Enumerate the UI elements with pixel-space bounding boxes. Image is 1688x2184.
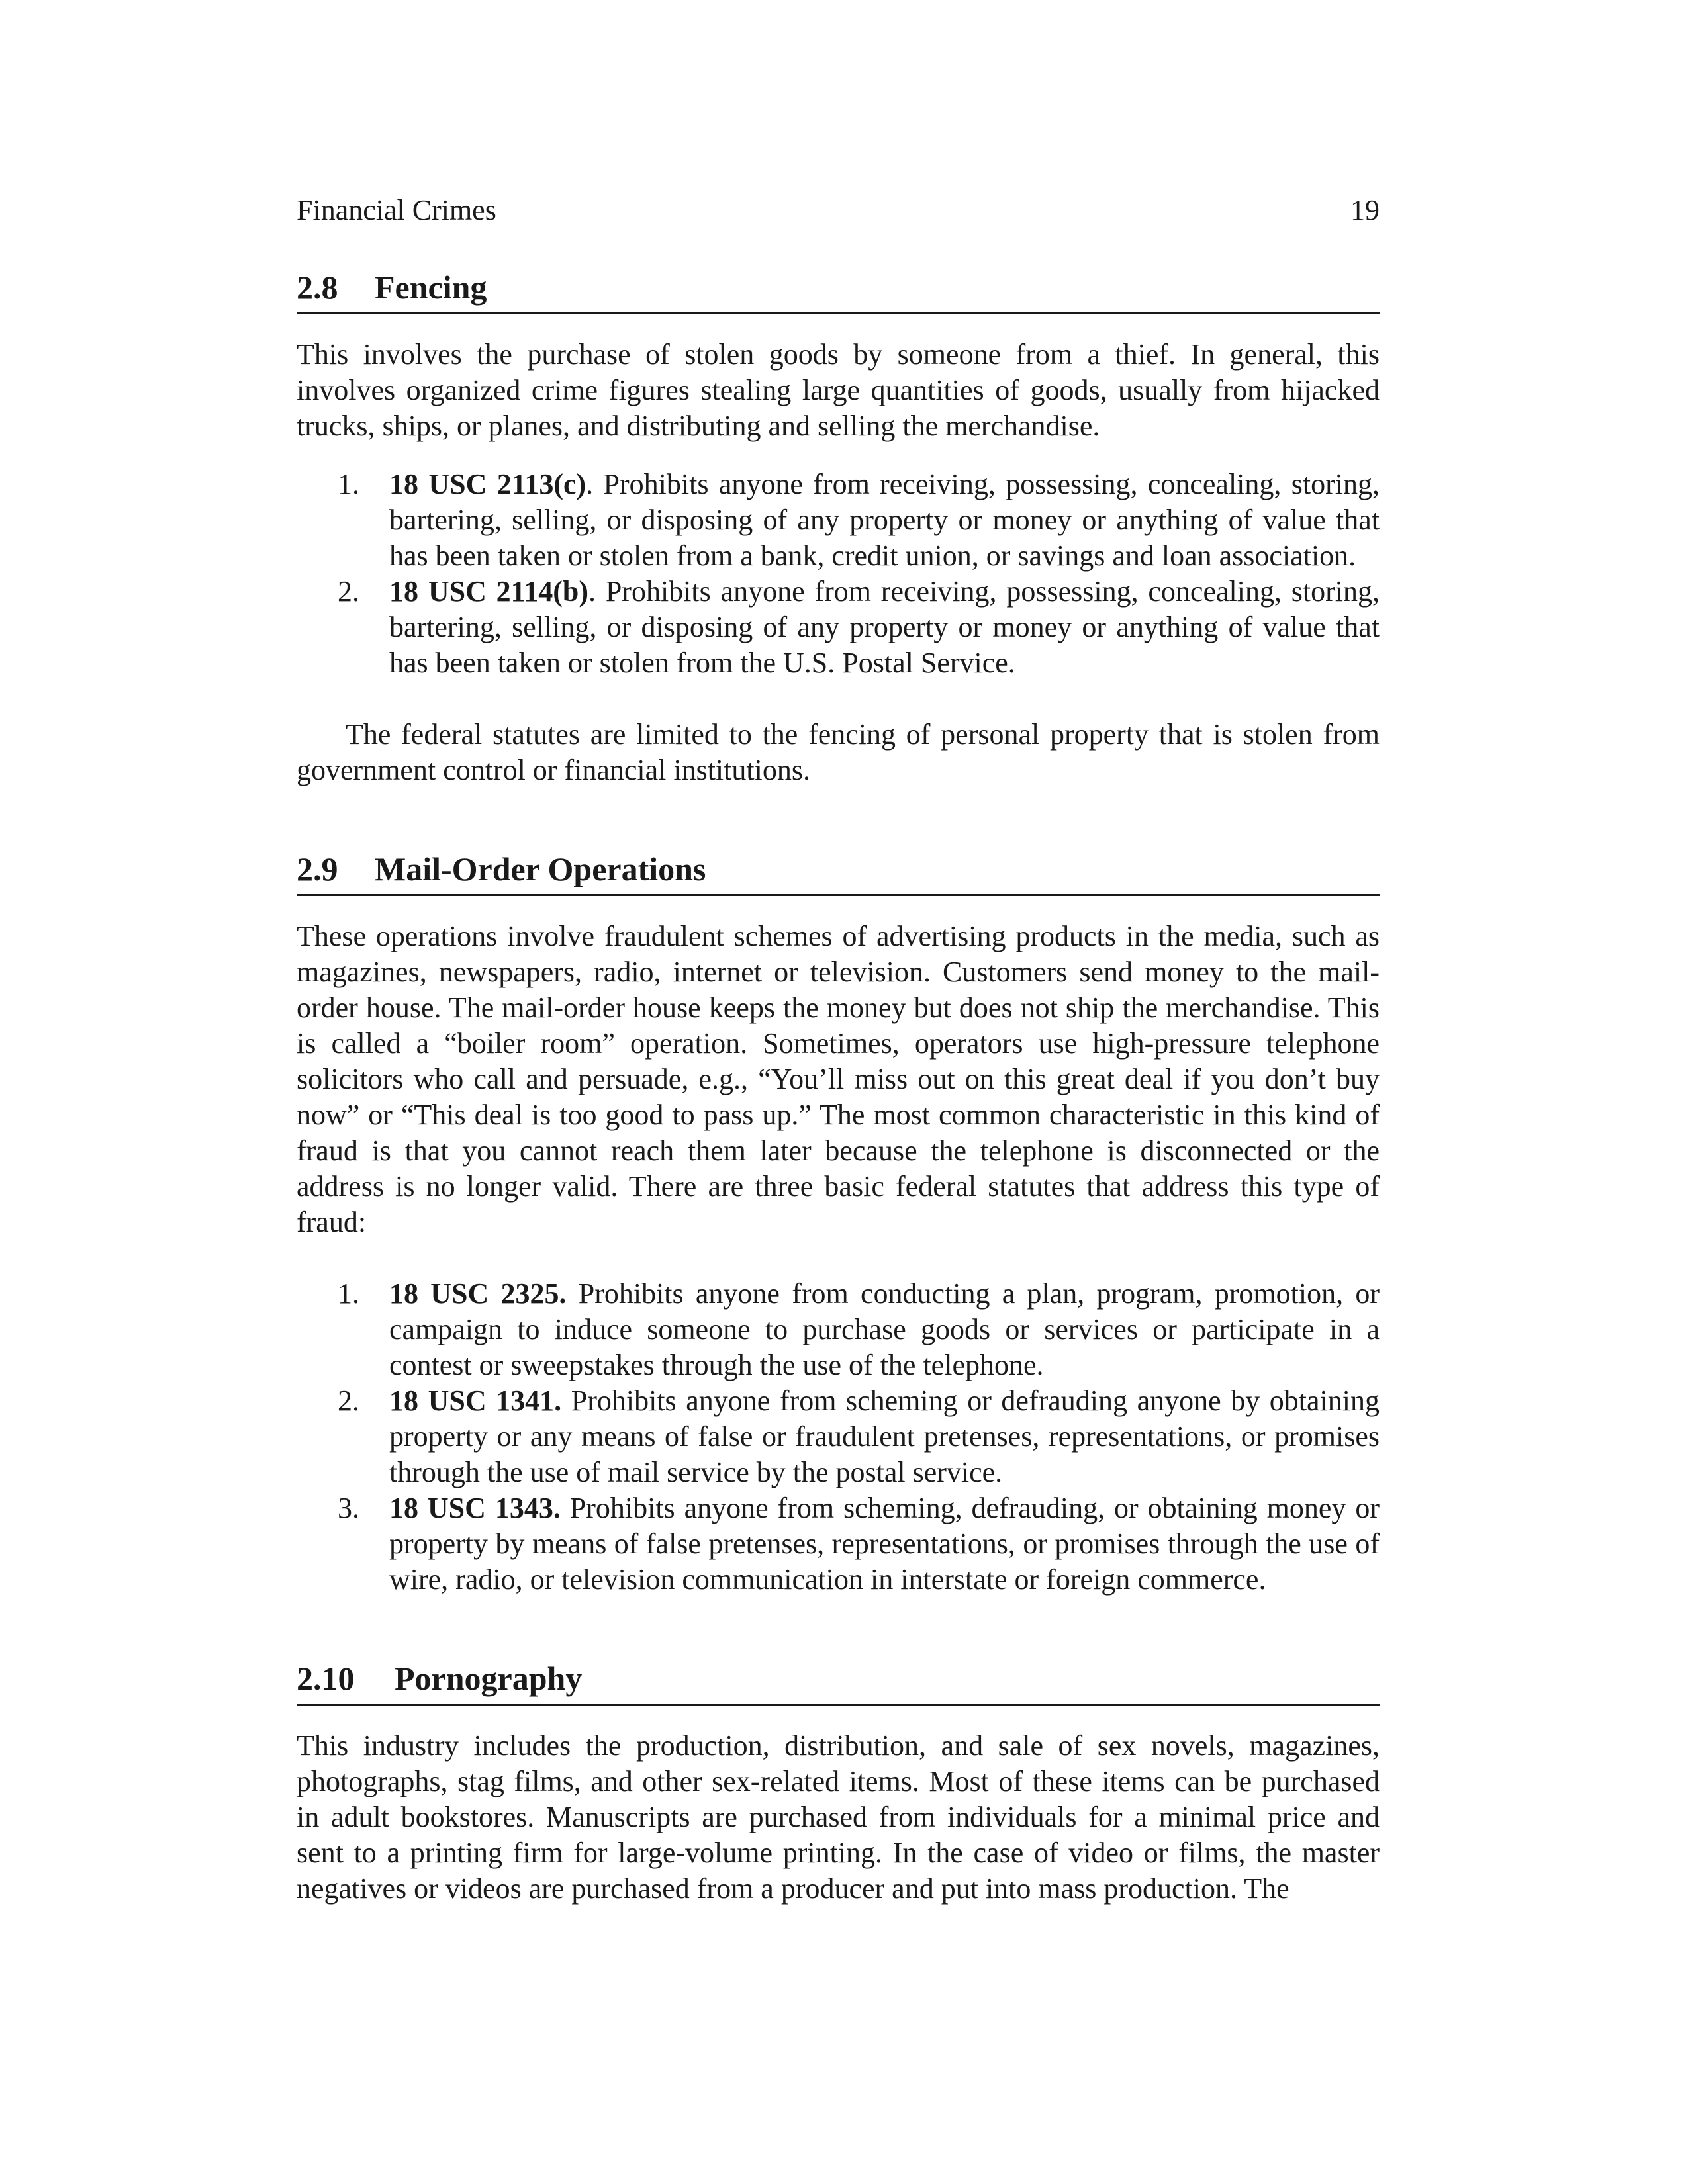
statute-description: Prohibits anyone from conducting a plan, program, promotion, or campaign to induce someone to purchase goods or services or participate in a contest or sweepstakes through the use of the telephone. [389, 1277, 1380, 1381]
mail-order-statute-list [297, 1276, 1380, 1598]
section-number: 2.8 [297, 269, 338, 306]
section-title: Mail-Order Operations [375, 850, 706, 887]
list-item [297, 467, 1380, 574]
fencing-intro-paragraph: This involves the purchase of stolen goods by someone from a thief. In general, this involves organized crime figures stealing large quantities of goods, usually from hijacked trucks, ships, or planes, and distributing and selling the merchandise. [297, 338, 1380, 442]
section-number: 2.9 [297, 850, 338, 887]
statute-citation: 18 USC 2325. [389, 1277, 567, 1310]
section-heading-fencing [297, 266, 1380, 314]
running-head-title: Financial Crimes [297, 194, 496, 226]
statute-description: Prohibits anyone from scheming or defrauding anyone by obtaining property or any means of false or fraudulent pretenses, representations, or promises through the use of mail service by the postal service. [389, 1385, 1380, 1488]
list-marker: 3. [338, 1492, 359, 1524]
statute-description: . Prohibits anyone from receiving, possessing, concealing, storing, bartering, selling, or disposing of any property or money or anything of value that has been taken or stolen from the U.S. Postal Service. [389, 575, 1380, 679]
section-heading-mail-order-operations [297, 848, 1380, 896]
section-title: Fencing [375, 269, 487, 306]
section-title: Pornography [395, 1660, 583, 1697]
page-number: 19 [1350, 194, 1380, 226]
list-item [297, 574, 1380, 681]
book-page [297, 192, 1380, 1907]
list-marker: 2. [338, 575, 359, 608]
mail-order-intro-paragraph: These operations involve fraudulent schemes of advertising products in the media, such as magazines, newspapers, radio, internet or television. Customers send money to the mail-order house. The mail-order house keeps the money but does not ship the merchandise. This is called a “boiler room” operation. Sometimes, operators use high-pressure telephone solicitors who call and persuade, e.g., “You’ll miss out on this great deal if you don’t buy now” or “This deal is too good to pass up.” The most common characteristic in this kind of fraud is that you cannot reach them later because the telephone is disconnected or the address is no longer valid. There are three basic federal statutes that address this type of fraud: [297, 920, 1380, 1238]
statute-description: Prohibits anyone from scheming, defrauding, or obtaining money or property by means of false pretenses, representations, or promises through the use of wire, radio, or television communication in interstate or foreign commerce. [389, 1492, 1380, 1596]
section-number: 2.10 [297, 1660, 355, 1697]
statute-citation: 18 USC 1341. [389, 1385, 562, 1417]
section-heading-pornography [297, 1657, 1380, 1706]
statute-citation: 18 USC 1343. [389, 1492, 561, 1524]
statute-description: . Prohibits anyone from receiving, possessing, concealing, storing, bartering, selling, or disposing of any property or money or anything of value that has been taken or stolen from a bank, credit union, or savings and loan association. [389, 468, 1380, 572]
pornography-intro-paragraph: This industry includes the production, distribution, and sale of sex novels, magazines, photographs, stag films, and other sex-related items. Most of these items can be purchased in adult bookstores. Manuscripts are purchased from individuals for a minimal price and sent to a printing firm for large-volume printing. In the case of video or films, the master negatives or videos are purchased from a producer and put into mass production. The [297, 1729, 1380, 1905]
statute-citation: 18 USC 2114(b) [389, 575, 589, 608]
fencing-closing-paragraph: The federal statutes are limited to the fencing of personal property that is stolen from government control or financial institutions. [297, 718, 1380, 786]
running-head [297, 192, 1380, 229]
fencing-statute-list [297, 467, 1380, 681]
list-item [297, 1490, 1380, 1598]
list-marker: 1. [338, 1277, 359, 1310]
list-marker: 2. [338, 1385, 359, 1417]
statute-citation: 18 USC 2113(c) [389, 468, 586, 500]
list-item [297, 1383, 1380, 1490]
list-item [297, 1276, 1380, 1383]
list-marker: 1. [338, 468, 359, 500]
